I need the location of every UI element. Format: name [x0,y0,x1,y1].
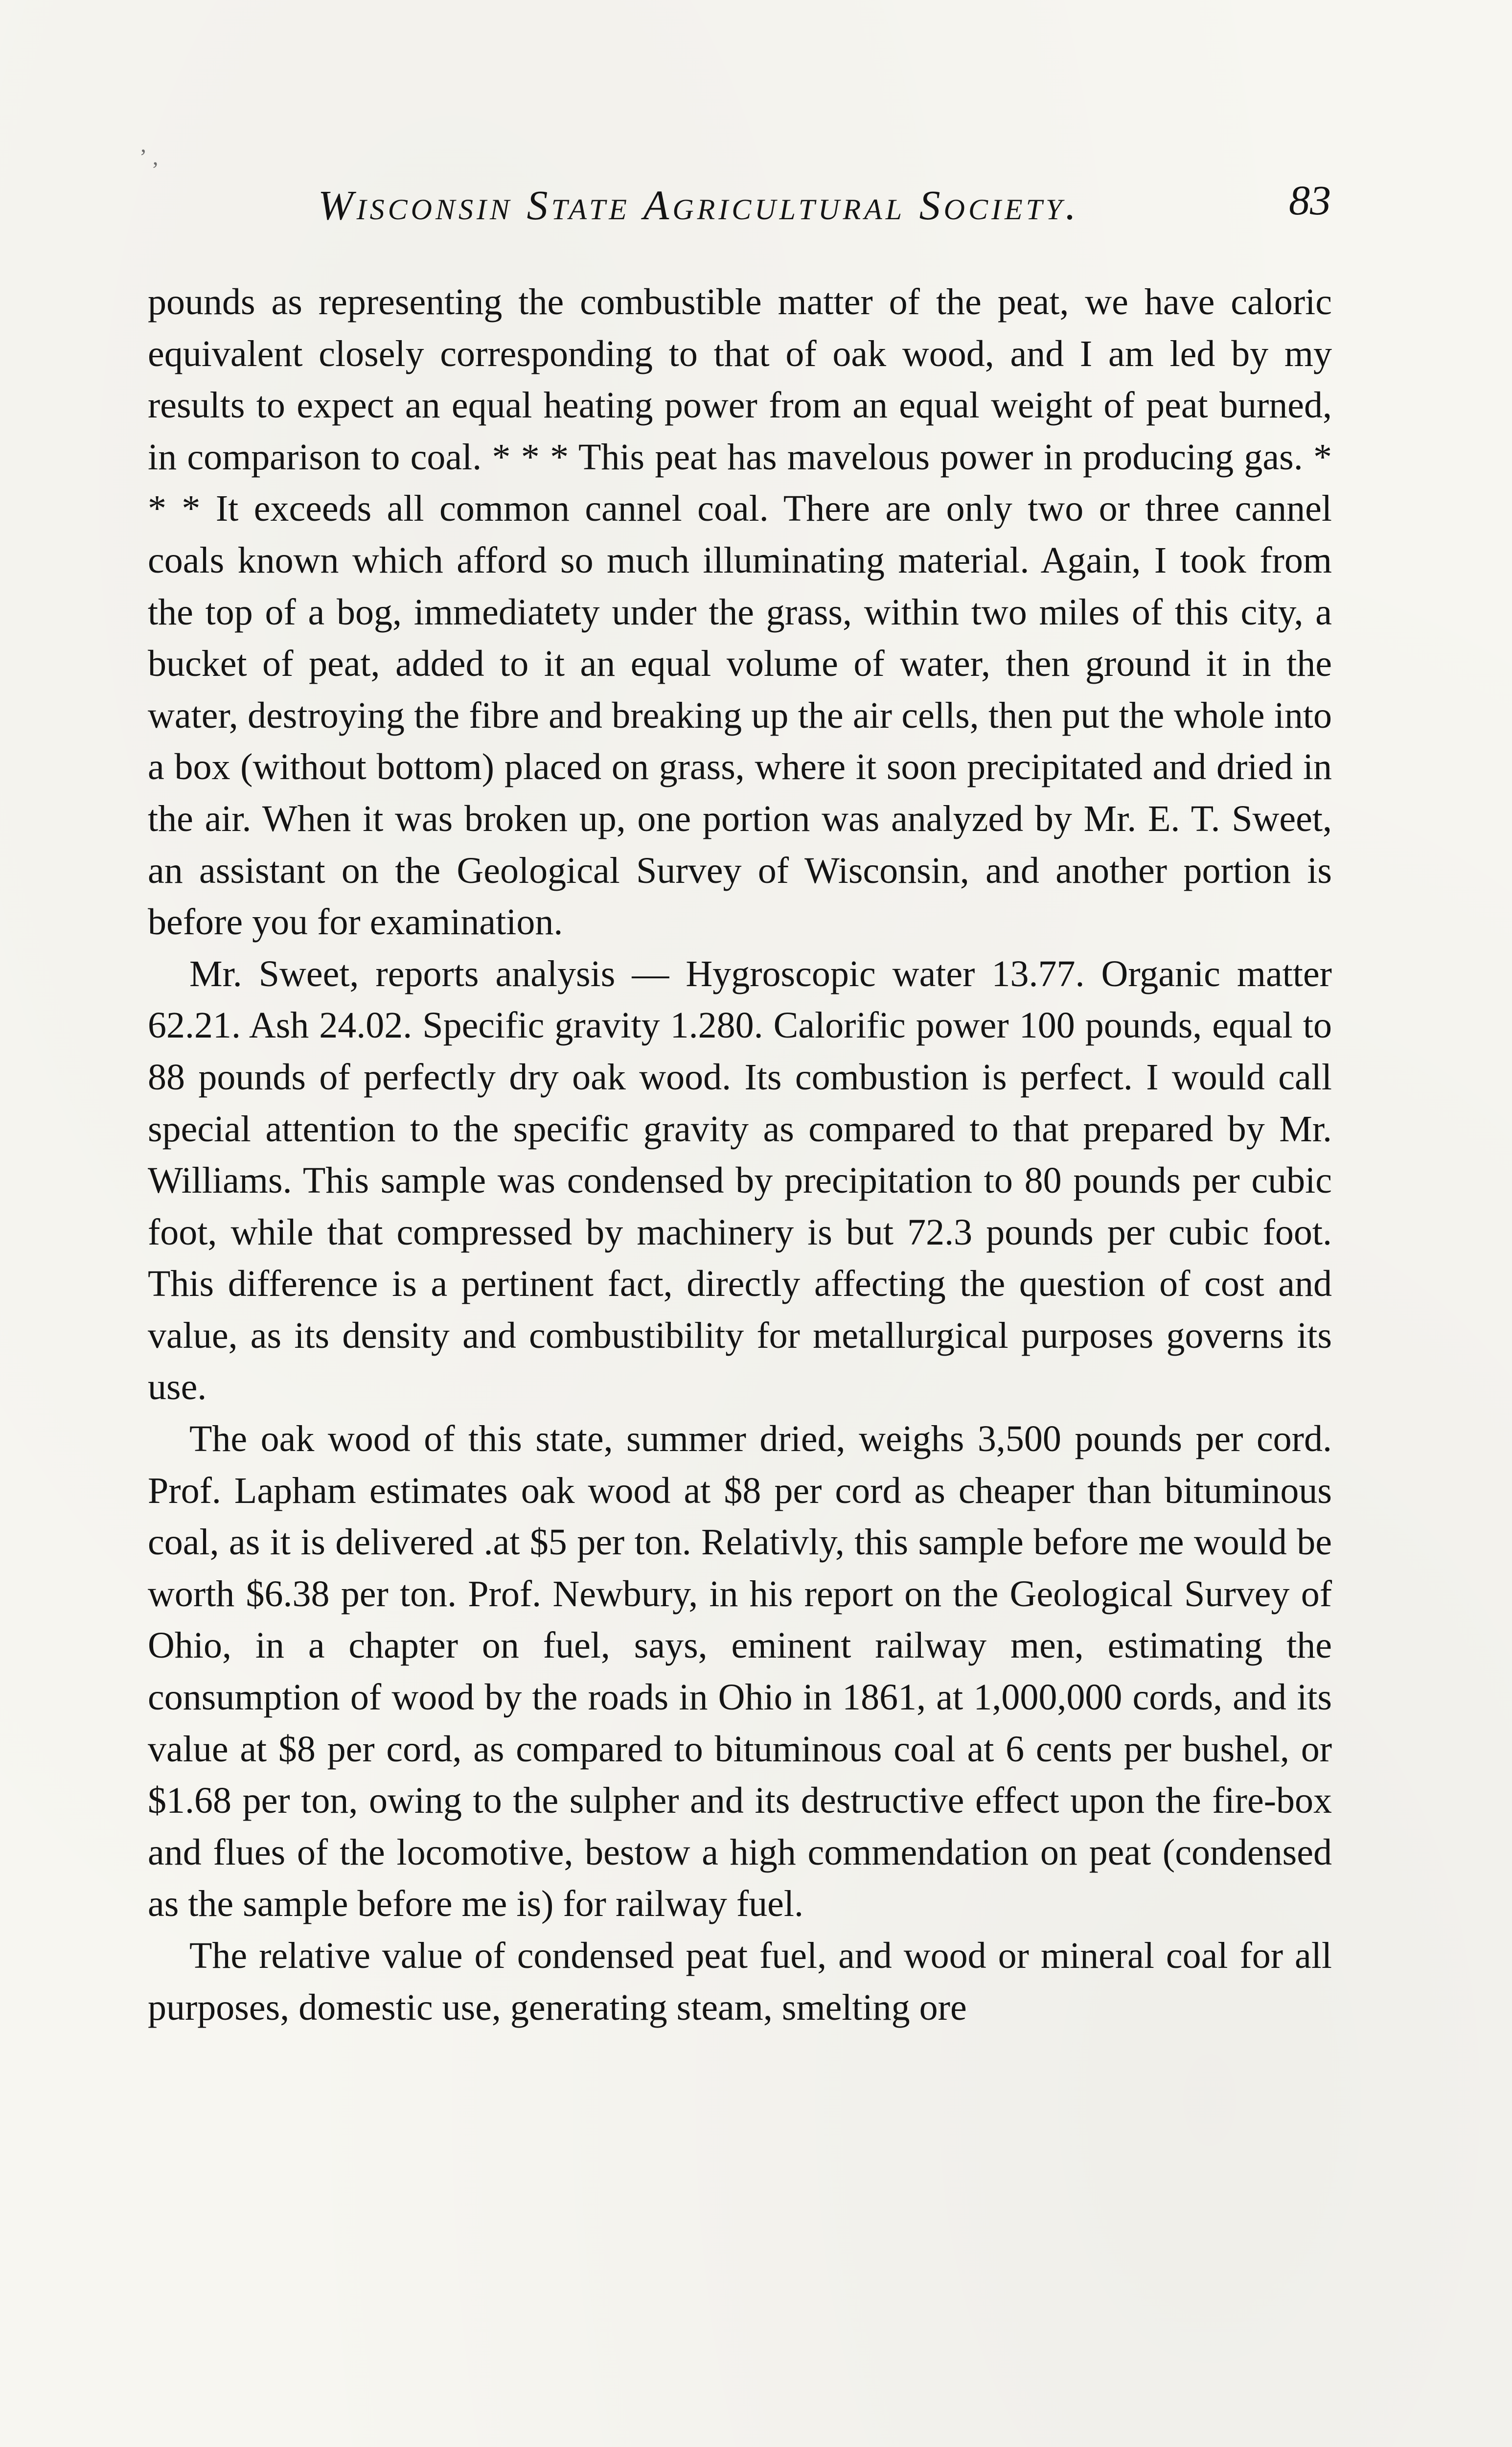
paragraph-sweet-analysis: Mr. Sweet, reports analysis — Hygroscopic water 13.77. Organic matter 62.21. Ash 24.02. Specific gravity 1.280. Calorific power 100 pounds, equal to 88 pounds of perfectly dry oak wood. Its combustion is perfect. I would call special attention to the specific gravity as compared to that prepared by Mr. Williams. This sample was condensed by precipitation to 80 pounds per cubic foot, while that compressed by machinery is but 72.3 pounds per cubic foot. This difference is a pertinent fact, directly affecting the question of cost and value, as its density and combustibility for metallurgical purposes governs its use. [148,953,1332,1408]
stray-ink-mark: ʼ , [139,144,159,169]
body-text [148,277,1332,2033]
paragraph-relative-value: The relative value of condensed peat fuel, and wood or mineral coal for all purposes, domestic use, generating steam, smelting ore [148,1935,1332,2028]
page-number: 83 [1289,177,1331,224]
paragraph-oak-wood-value: The oak wood of this state, summer dried, weighs 3,500 pounds per cord. Prof. Lapham estimates oak wood at $8 per cord as cheaper than bituminous coal, as it is delivered .at $5 per ton. Relativly, this sample before me would be worth $6.38 per ton. Prof. Newbury, in his report on the Geological Survey of Ohio, in a chapter on fuel, says, eminent railway men, estimating the consumption of wood by the roads in Ohio in 1861, at 1,000,000 cords, and its value at $8 per cord, as compared to bituminous coal at 6 cents per bushel, or $1.68 per ton, owing to the sulpher and its destructive effect upon the fire-box and flues of the locomotive, bestow a high commendation on peat (condensed as the sample before me is) for railway fuel. [148,1418,1332,1925]
running-head: Wisconsin State Agricultural Society. [318,182,1079,229]
page-header [147,177,1331,236]
paragraph-continuation: pounds as representing the combustible matter of the peat, we have caloric equivalent closely corresponding to that of oak wood, and I am led by my results to expect an equal heating power from an equal weight of peat burned, in comparison to coal. * * * This peat has mavelous power in producing gas. * * * It exceeds all common cannel coal. There are only two or three cannel coals known which afford so much illuminating material. Again, I took from the top of a bog, immediatety under the grass, within two miles of this city, a bucket of peat, added to it an equal volume of water, then ground it in the water, destroying the fibre and breaking up the air cells, then put the whole into a box (without bottom) placed on grass, where it soon precipitated and dried in the air. When it was broken up, one portion was analyzed by Mr. E. T. Sweet, an assistant on the Geological Survey of Wisconsin, and another portion is before you for examination. [148,281,1332,943]
